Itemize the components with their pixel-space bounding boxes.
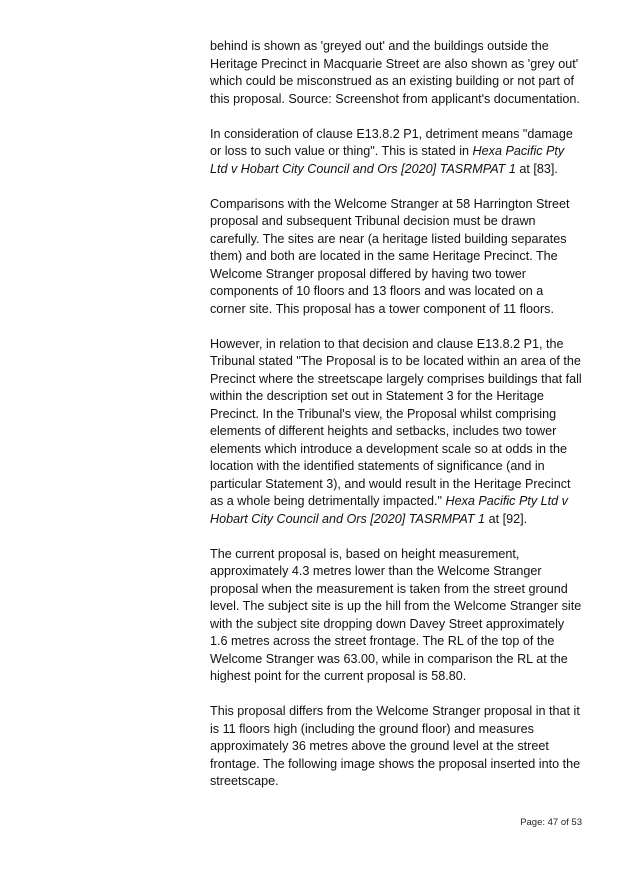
paragraph-text: However, in relation to that decision and clause E13.8.2 P1, the Tribunal stated "The Proposal is to be located within an area of the Precinct where the streetscape largely comprises buildings that fall within the description set out in Statement 3 for the Heritage Precinct. In the Tribunal's view, the Proposal whilst comprising elements of different heights and setbacks, includes two tower elements which introduce a development scale so at odds in the location with the identified statements of significance (and in particular Statement 3), and would result in the Heritage Precinct as a whole being detrimentally impacted." [210,336,582,508]
paragraph [210,703,582,791]
case-citation: Hexa Pacific Pty Ltd v Hobart City Council and Ors [2020] TASRMPAT 1 [210,494,568,526]
paragraph-text: behind is shown as 'greyed out' and the buildings outside the Heritage Precinct in Macquarie Street are also shown as 'grey out' which could be misconstrued as an existing building or not part of this proposal. Source: Screenshot from applicant's documentation. [210,39,580,106]
page-number: Page: 47 of 53 [520,817,582,828]
paragraph [210,126,582,179]
paragraph [210,336,582,529]
paragraph-text: In consideration of clause E13.8.2 P1, detriment means "damage or loss to such value or thing". This is stated in [210,126,573,158]
body-text [210,38,582,808]
paragraph-text: Comparisons with the Welcome Stranger at 58 Harrington Street proposal and subsequent Tribunal decision must be drawn carefully. The sites are near (a heritage listed building separates them) and both are located in the same Heritage Precinct. The Welcome Stranger proposal differed by having two tower components of 10 floors and 13 floors and was located on a corner site. This proposal has a tower component of 11 floors. [210,196,570,316]
paragraph [210,546,582,686]
paragraph-text: at [92]. [485,511,528,526]
paragraph [210,38,582,108]
paragraph [210,196,582,319]
paragraph-text: This proposal differs from the Welcome Stranger proposal in that it is 11 floors high (including the ground floor) and measures approximately 36 metres above the ground level at the street frontage. The following image shows the proposal inserted into the streetscape. [210,704,581,788]
paragraph-text: at [83]. [515,161,558,176]
paragraph-text: The current proposal is, based on height measurement, approximately 4.3 metres lower than the Welcome Stranger proposal when the measurement is taken from the street ground level. The subject site is up the hill from the Welcome Stranger site with the subject site dropping down Davey Street approximately 1.6 metres across the street frontage. The RL of the top of the Welcome Stranger was 63.00, while in comparison the RL at the highest point for the current proposal is 58.80. [210,546,582,683]
case-citation: Hexa Pacific Pty Ltd v Hobart City Council and Ors [2020] TASRMPAT 1 [210,144,565,176]
